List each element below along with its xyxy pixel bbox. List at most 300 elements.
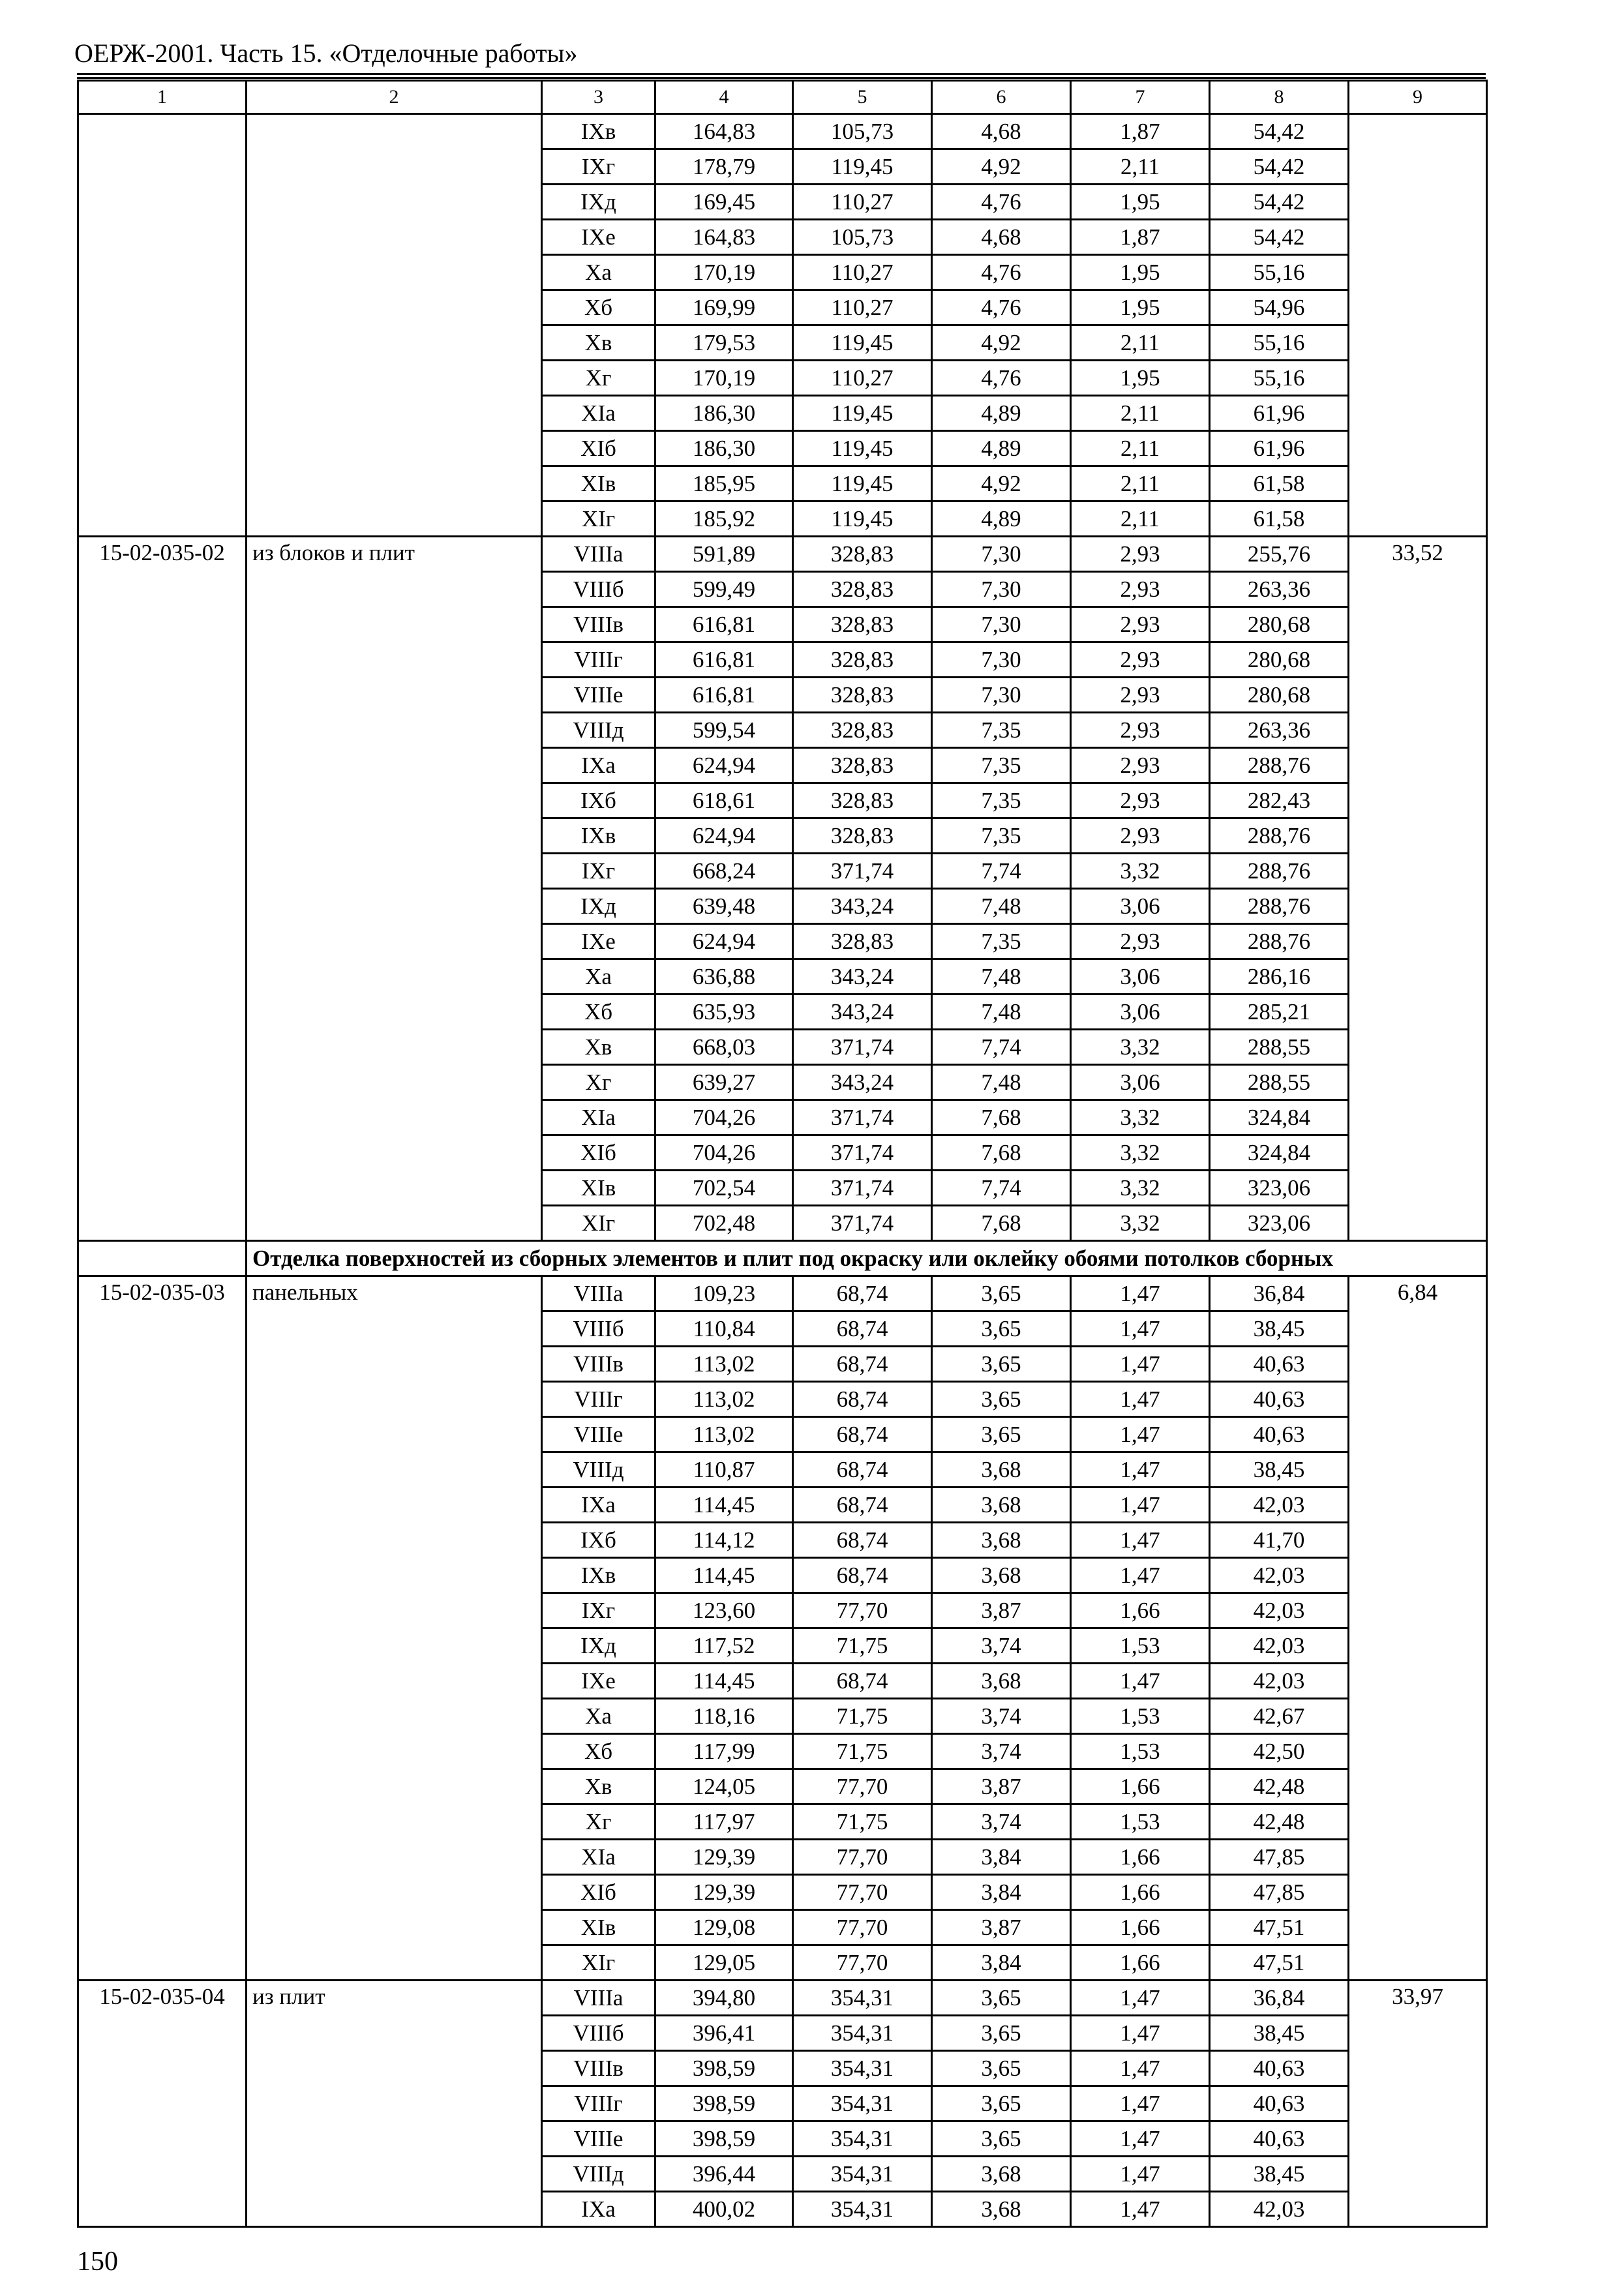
materials-cell: 288,76 xyxy=(1210,748,1349,783)
page-number: 150 xyxy=(77,2247,118,2277)
machines-cell: 7,48 xyxy=(932,1065,1071,1100)
table-row xyxy=(78,537,1487,572)
total-cost-cell: 169,99 xyxy=(655,290,793,325)
machines-cell: 7,30 xyxy=(932,642,1071,678)
total-cost-cell: 616,81 xyxy=(655,607,793,642)
zone-cell: Xа xyxy=(542,255,655,290)
wages-cell: 68,74 xyxy=(793,1452,932,1488)
zone-cell: VIIIе xyxy=(542,1417,655,1452)
materials-cell: 280,68 xyxy=(1210,678,1349,713)
norm-code-cell: 15-02-035-04 xyxy=(78,1981,247,2227)
materials-cell: 54,42 xyxy=(1210,220,1349,255)
materials-cell: 42,03 xyxy=(1210,2192,1349,2227)
zone-cell: Xб xyxy=(542,290,655,325)
machinists-wages-cell: 2,93 xyxy=(1071,748,1210,783)
machines-cell: 7,48 xyxy=(932,889,1071,924)
materials-cell: 42,03 xyxy=(1210,1628,1349,1664)
zone-cell: XIг xyxy=(542,501,655,537)
zone-cell: IXе xyxy=(542,924,655,959)
zone-cell: VIIIб xyxy=(542,2016,655,2051)
zone-cell: IXг xyxy=(542,854,655,889)
machinists-wages-cell: 2,93 xyxy=(1071,678,1210,713)
total-cost-cell: 186,30 xyxy=(655,396,793,431)
wages-cell: 354,31 xyxy=(793,2086,932,2121)
wages-cell: 328,83 xyxy=(793,818,932,854)
machines-cell: 7,68 xyxy=(932,1135,1071,1171)
wages-cell: 328,83 xyxy=(793,783,932,818)
machines-cell: 3,87 xyxy=(932,1769,1071,1804)
zone-cell: IXе xyxy=(542,1664,655,1699)
wages-cell: 354,31 xyxy=(793,1981,932,2016)
wages-cell: 77,70 xyxy=(793,1593,932,1628)
materials-cell: 280,68 xyxy=(1210,607,1349,642)
column-number: 8 xyxy=(1210,81,1349,114)
machines-cell: 3,65 xyxy=(932,2121,1071,2157)
column-number: 9 xyxy=(1349,81,1487,114)
materials-cell: 42,48 xyxy=(1210,1804,1349,1840)
total-cost-cell: 129,39 xyxy=(655,1840,793,1875)
wages-cell: 328,83 xyxy=(793,924,932,959)
total-cost-cell: 164,83 xyxy=(655,114,793,149)
machinists-wages-cell: 1,53 xyxy=(1071,1628,1210,1664)
materials-cell: 285,21 xyxy=(1210,995,1349,1030)
total-cost-cell: 398,59 xyxy=(655,2121,793,2157)
wages-cell: 328,83 xyxy=(793,642,932,678)
machinists-wages-cell: 2,93 xyxy=(1071,783,1210,818)
materials-cell: 55,16 xyxy=(1210,325,1349,361)
materials-cell: 54,42 xyxy=(1210,185,1349,220)
wages-cell: 77,70 xyxy=(793,1875,932,1910)
zone-cell: Xг xyxy=(542,361,655,396)
materials-cell: 40,63 xyxy=(1210,1382,1349,1417)
machinists-wages-cell: 1,47 xyxy=(1071,2016,1210,2051)
machines-cell: 7,68 xyxy=(932,1100,1071,1135)
wages-cell: 371,74 xyxy=(793,1206,932,1241)
zone-cell: XIв xyxy=(542,466,655,501)
machines-cell: 3,68 xyxy=(932,2192,1071,2227)
materials-cell: 61,58 xyxy=(1210,466,1349,501)
machinists-wages-cell: 1,47 xyxy=(1071,1488,1210,1523)
machinists-wages-cell: 2,93 xyxy=(1071,537,1210,572)
machines-cell: 7,30 xyxy=(932,678,1071,713)
machines-cell: 4,92 xyxy=(932,466,1071,501)
zone-cell: Xб xyxy=(542,995,655,1030)
column-number-row xyxy=(78,81,1487,114)
zone-cell: VIIIа xyxy=(542,1981,655,2016)
zone-cell: IXг xyxy=(542,1593,655,1628)
materials-cell: 61,96 xyxy=(1210,431,1349,466)
zone-cell: VIIIв xyxy=(542,607,655,642)
machines-cell: 3,65 xyxy=(932,1981,1071,2016)
zone-cell: VIIIб xyxy=(542,1311,655,1347)
zone-cell: VIIIе xyxy=(542,2121,655,2157)
machines-cell: 4,92 xyxy=(932,325,1071,361)
wages-cell: 328,83 xyxy=(793,572,932,607)
total-cost-cell: 624,94 xyxy=(655,748,793,783)
total-cost-cell: 668,03 xyxy=(655,1030,793,1065)
machines-cell: 3,65 xyxy=(932,1417,1071,1452)
zone-cell: Xг xyxy=(542,1065,655,1100)
zone-cell: VIIIе xyxy=(542,678,655,713)
machinists-wages-cell: 2,93 xyxy=(1071,607,1210,642)
machinists-wages-cell: 2,93 xyxy=(1071,642,1210,678)
zone-cell: IXв xyxy=(542,1558,655,1593)
wages-cell: 77,70 xyxy=(793,1769,932,1804)
total-cost-cell: 618,61 xyxy=(655,783,793,818)
zone-cell: XIа xyxy=(542,1100,655,1135)
machines-cell: 4,68 xyxy=(932,220,1071,255)
wages-cell: 354,31 xyxy=(793,2157,932,2192)
materials-cell: 38,45 xyxy=(1210,1452,1349,1488)
materials-cell: 42,67 xyxy=(1210,1699,1349,1734)
wages-cell: 371,74 xyxy=(793,854,932,889)
zone-cell: IXа xyxy=(542,2192,655,2227)
zone-cell: VIIIа xyxy=(542,1276,655,1311)
machinists-wages-cell: 2,11 xyxy=(1071,466,1210,501)
total-cost-cell: 591,89 xyxy=(655,537,793,572)
total-cost-cell: 599,49 xyxy=(655,572,793,607)
machines-cell: 7,30 xyxy=(932,572,1071,607)
labor-cell: 6,84 xyxy=(1349,1276,1487,1981)
total-cost-cell: 398,59 xyxy=(655,2086,793,2121)
total-cost-cell: 186,30 xyxy=(655,431,793,466)
zone-cell: XIв xyxy=(542,1910,655,1945)
machinists-wages-cell: 1,47 xyxy=(1071,2086,1210,2121)
wages-cell: 354,31 xyxy=(793,2016,932,2051)
zone-cell: VIIIб xyxy=(542,572,655,607)
materials-cell: 280,68 xyxy=(1210,642,1349,678)
machinists-wages-cell: 1,47 xyxy=(1071,1558,1210,1593)
labor-cell: 33,97 xyxy=(1349,1981,1487,2227)
machinists-wages-cell: 3,06 xyxy=(1071,1065,1210,1100)
total-cost-cell: 178,79 xyxy=(655,149,793,185)
header-rule xyxy=(77,73,1486,75)
materials-cell: 38,45 xyxy=(1210,2016,1349,2051)
zone-cell: XIб xyxy=(542,1135,655,1171)
total-cost-cell: 616,81 xyxy=(655,678,793,713)
machines-cell: 3,65 xyxy=(932,2016,1071,2051)
machines-cell: 3,74 xyxy=(932,1804,1071,1840)
machines-cell: 7,74 xyxy=(932,1030,1071,1065)
total-cost-cell: 110,84 xyxy=(655,1311,793,1347)
norm-code-cell: 15-02-035-03 xyxy=(78,1276,247,1981)
machines-cell: 4,76 xyxy=(932,255,1071,290)
total-cost-cell: 170,19 xyxy=(655,255,793,290)
machines-cell: 4,89 xyxy=(932,501,1071,537)
machines-cell: 4,92 xyxy=(932,149,1071,185)
machines-cell: 7,48 xyxy=(932,995,1071,1030)
materials-cell: 55,16 xyxy=(1210,255,1349,290)
machinists-wages-cell: 3,32 xyxy=(1071,1171,1210,1206)
machinists-wages-cell: 2,11 xyxy=(1071,501,1210,537)
zone-cell: Xв xyxy=(542,1769,655,1804)
materials-cell: 47,51 xyxy=(1210,1945,1349,1981)
materials-cell: 42,03 xyxy=(1210,1558,1349,1593)
machines-cell: 7,35 xyxy=(932,818,1071,854)
total-cost-cell: 114,45 xyxy=(655,1558,793,1593)
wages-cell: 71,75 xyxy=(793,1734,932,1769)
machinists-wages-cell: 2,11 xyxy=(1071,325,1210,361)
materials-cell: 38,45 xyxy=(1210,1311,1349,1347)
zone-cell: Xб xyxy=(542,1734,655,1769)
wages-cell: 354,31 xyxy=(793,2051,932,2086)
machines-cell: 3,68 xyxy=(932,1488,1071,1523)
machinists-wages-cell: 1,66 xyxy=(1071,1910,1210,1945)
column-number: 7 xyxy=(1071,81,1210,114)
materials-cell: 288,76 xyxy=(1210,924,1349,959)
total-cost-cell: 170,19 xyxy=(655,361,793,396)
machines-cell: 3,65 xyxy=(932,2051,1071,2086)
machinists-wages-cell: 1,95 xyxy=(1071,361,1210,396)
wages-cell: 371,74 xyxy=(793,1135,932,1171)
materials-cell: 54,42 xyxy=(1210,149,1349,185)
wages-cell: 119,45 xyxy=(793,325,932,361)
machinists-wages-cell: 1,95 xyxy=(1071,255,1210,290)
total-cost-cell: 704,26 xyxy=(655,1100,793,1135)
machines-cell: 3,74 xyxy=(932,1699,1071,1734)
total-cost-cell: 113,02 xyxy=(655,1417,793,1452)
section-title: Отделка поверхностей из сборных элементов и плит под окраску или оклейку обоями потолков сборных xyxy=(247,1241,1487,1276)
norm-code-cell: 15-02-035-02 xyxy=(78,537,247,1241)
wages-cell: 68,74 xyxy=(793,1382,932,1417)
wages-cell: 77,70 xyxy=(793,1945,932,1981)
zone-cell: Xв xyxy=(542,1030,655,1065)
materials-cell: 255,76 xyxy=(1210,537,1349,572)
machinists-wages-cell: 1,53 xyxy=(1071,1734,1210,1769)
machinists-wages-cell: 1,47 xyxy=(1071,1347,1210,1382)
materials-cell: 42,03 xyxy=(1210,1593,1349,1628)
materials-cell: 323,06 xyxy=(1210,1206,1349,1241)
machinists-wages-cell: 1,47 xyxy=(1071,1382,1210,1417)
total-cost-cell: 114,45 xyxy=(655,1664,793,1699)
machinists-wages-cell: 1,47 xyxy=(1071,2192,1210,2227)
machinists-wages-cell: 1,66 xyxy=(1071,1945,1210,1981)
zone-cell: VIIIд xyxy=(542,2157,655,2192)
total-cost-cell: 110,87 xyxy=(655,1452,793,1488)
machinists-wages-cell: 2,93 xyxy=(1071,572,1210,607)
materials-cell: 42,03 xyxy=(1210,1664,1349,1699)
materials-cell: 323,06 xyxy=(1210,1171,1349,1206)
machines-cell: 7,30 xyxy=(932,607,1071,642)
machinists-wages-cell: 1,87 xyxy=(1071,220,1210,255)
column-number: 3 xyxy=(542,81,655,114)
wages-cell: 328,83 xyxy=(793,678,932,713)
total-cost-cell: 185,95 xyxy=(655,466,793,501)
zone-cell: IXд xyxy=(542,889,655,924)
total-cost-cell: 114,45 xyxy=(655,1488,793,1523)
column-number: 6 xyxy=(932,81,1071,114)
zone-cell: XIг xyxy=(542,1206,655,1241)
zone-cell: VIIIв xyxy=(542,1347,655,1382)
total-cost-cell: 123,60 xyxy=(655,1593,793,1628)
materials-cell: 54,42 xyxy=(1210,114,1349,149)
machines-cell: 3,68 xyxy=(932,1558,1071,1593)
materials-cell: 38,45 xyxy=(1210,2157,1349,2192)
machinists-wages-cell: 1,66 xyxy=(1071,1875,1210,1910)
total-cost-cell: 117,52 xyxy=(655,1628,793,1664)
materials-cell: 263,36 xyxy=(1210,713,1349,748)
wages-cell: 110,27 xyxy=(793,361,932,396)
machinists-wages-cell: 1,47 xyxy=(1071,1523,1210,1558)
wages-cell: 68,74 xyxy=(793,1523,932,1558)
materials-cell: 40,63 xyxy=(1210,1417,1349,1452)
total-cost-cell: 394,80 xyxy=(655,1981,793,2016)
machines-cell: 4,89 xyxy=(932,431,1071,466)
wages-cell: 343,24 xyxy=(793,889,932,924)
machinists-wages-cell: 1,47 xyxy=(1071,2051,1210,2086)
zone-cell: Xв xyxy=(542,325,655,361)
wages-cell: 105,73 xyxy=(793,114,932,149)
total-cost-cell: 179,53 xyxy=(655,325,793,361)
materials-cell: 42,03 xyxy=(1210,1488,1349,1523)
work-description-cell: панельных xyxy=(247,1276,542,1981)
total-cost-cell: 668,24 xyxy=(655,854,793,889)
total-cost-cell: 636,88 xyxy=(655,959,793,995)
materials-cell: 40,63 xyxy=(1210,2121,1349,2157)
wages-cell: 77,70 xyxy=(793,1910,932,1945)
materials-cell: 36,84 xyxy=(1210,1981,1349,2016)
machinists-wages-cell: 1,66 xyxy=(1071,1769,1210,1804)
machines-cell: 7,68 xyxy=(932,1206,1071,1241)
zone-cell: IXб xyxy=(542,783,655,818)
total-cost-cell: 129,05 xyxy=(655,1945,793,1981)
wages-cell: 371,74 xyxy=(793,1171,932,1206)
machinists-wages-cell: 2,93 xyxy=(1071,924,1210,959)
materials-cell: 55,16 xyxy=(1210,361,1349,396)
total-cost-cell: 118,16 xyxy=(655,1699,793,1734)
total-cost-cell: 113,02 xyxy=(655,1347,793,1382)
machinists-wages-cell: 2,11 xyxy=(1071,431,1210,466)
machinists-wages-cell: 1,47 xyxy=(1071,1664,1210,1699)
norm-code-cell xyxy=(78,114,247,537)
machinists-wages-cell: 1,47 xyxy=(1071,1981,1210,2016)
machines-cell: 3,65 xyxy=(932,1382,1071,1417)
wages-cell: 354,31 xyxy=(793,2192,932,2227)
machinists-wages-cell: 1,66 xyxy=(1071,1593,1210,1628)
machines-cell: 7,48 xyxy=(932,959,1071,995)
machines-cell: 7,35 xyxy=(932,924,1071,959)
wages-cell: 68,74 xyxy=(793,1664,932,1699)
zone-cell: XIа xyxy=(542,1840,655,1875)
wages-cell: 110,27 xyxy=(793,185,932,220)
column-number: 5 xyxy=(793,81,932,114)
total-cost-cell: 702,48 xyxy=(655,1206,793,1241)
machines-cell: 3,68 xyxy=(932,2157,1071,2192)
machinists-wages-cell: 3,32 xyxy=(1071,1206,1210,1241)
zone-cell: Xа xyxy=(542,1699,655,1734)
column-number: 4 xyxy=(655,81,793,114)
empty-cell xyxy=(78,1241,247,1276)
machines-cell: 7,35 xyxy=(932,748,1071,783)
machinists-wages-cell: 1,47 xyxy=(1071,1311,1210,1347)
zone-cell: IXг xyxy=(542,149,655,185)
wages-cell: 110,27 xyxy=(793,290,932,325)
machines-cell: 4,76 xyxy=(932,185,1071,220)
wages-cell: 71,75 xyxy=(793,1628,932,1664)
total-cost-cell: 117,99 xyxy=(655,1734,793,1769)
materials-cell: 324,84 xyxy=(1210,1100,1349,1135)
wages-cell: 328,83 xyxy=(793,748,932,783)
zone-cell: IXд xyxy=(542,185,655,220)
machinists-wages-cell: 1,87 xyxy=(1071,114,1210,149)
wages-cell: 119,45 xyxy=(793,466,932,501)
machinists-wages-cell: 3,06 xyxy=(1071,889,1210,924)
column-number: 2 xyxy=(247,81,542,114)
total-cost-cell: 117,97 xyxy=(655,1804,793,1840)
work-description-cell xyxy=(247,114,542,537)
machines-cell: 4,76 xyxy=(932,361,1071,396)
wages-cell: 68,74 xyxy=(793,1311,932,1347)
machines-cell: 3,68 xyxy=(932,1523,1071,1558)
machinists-wages-cell: 1,53 xyxy=(1071,1804,1210,1840)
materials-cell: 47,51 xyxy=(1210,1910,1349,1945)
zone-cell: VIIIг xyxy=(542,642,655,678)
machinists-wages-cell: 1,47 xyxy=(1071,1417,1210,1452)
total-cost-cell: 639,48 xyxy=(655,889,793,924)
total-cost-cell: 635,93 xyxy=(655,995,793,1030)
machines-cell: 3,84 xyxy=(932,1945,1071,1981)
machinists-wages-cell: 1,66 xyxy=(1071,1840,1210,1875)
machines-cell: 3,65 xyxy=(932,1276,1071,1311)
wages-cell: 328,83 xyxy=(793,537,932,572)
materials-cell: 36,84 xyxy=(1210,1276,1349,1311)
wages-cell: 328,83 xyxy=(793,607,932,642)
machines-cell: 3,84 xyxy=(932,1875,1071,1910)
machinists-wages-cell: 1,53 xyxy=(1071,1699,1210,1734)
wages-cell: 343,24 xyxy=(793,959,932,995)
machines-cell: 7,74 xyxy=(932,854,1071,889)
machinists-wages-cell: 1,47 xyxy=(1071,2121,1210,2157)
zone-cell: VIIIг xyxy=(542,1382,655,1417)
total-cost-cell: 599,54 xyxy=(655,713,793,748)
materials-cell: 263,36 xyxy=(1210,572,1349,607)
wages-cell: 343,24 xyxy=(793,995,932,1030)
materials-cell: 61,58 xyxy=(1210,501,1349,537)
materials-cell: 47,85 xyxy=(1210,1875,1349,1910)
wages-cell: 119,45 xyxy=(793,149,932,185)
machines-cell: 4,89 xyxy=(932,396,1071,431)
machinists-wages-cell: 2,11 xyxy=(1071,149,1210,185)
zone-cell: IXд xyxy=(542,1628,655,1664)
materials-cell: 288,55 xyxy=(1210,1030,1349,1065)
total-cost-cell: 124,05 xyxy=(655,1769,793,1804)
machines-cell: 7,30 xyxy=(932,537,1071,572)
wages-cell: 119,45 xyxy=(793,396,932,431)
labor-cell: 33,52 xyxy=(1349,537,1487,1241)
machines-cell: 3,65 xyxy=(932,1347,1071,1382)
zone-cell: VIIIд xyxy=(542,1452,655,1488)
machinists-wages-cell: 1,47 xyxy=(1071,1452,1210,1488)
materials-cell: 42,48 xyxy=(1210,1769,1349,1804)
zone-cell: Xг xyxy=(542,1804,655,1840)
total-cost-cell: 113,02 xyxy=(655,1382,793,1417)
rates-table xyxy=(77,80,1488,2228)
wages-cell: 71,75 xyxy=(793,1804,932,1840)
zone-cell: VIIIг xyxy=(542,2086,655,2121)
machines-cell: 7,35 xyxy=(932,713,1071,748)
machinists-wages-cell: 3,06 xyxy=(1071,995,1210,1030)
zone-cell: XIб xyxy=(542,431,655,466)
section-row xyxy=(78,1241,1487,1276)
machinists-wages-cell: 1,47 xyxy=(1071,1276,1210,1311)
machines-cell: 7,74 xyxy=(932,1171,1071,1206)
total-cost-cell: 702,54 xyxy=(655,1171,793,1206)
zone-cell: IXа xyxy=(542,1488,655,1523)
wages-cell: 343,24 xyxy=(793,1065,932,1100)
zone-cell: IXв xyxy=(542,818,655,854)
materials-cell: 324,84 xyxy=(1210,1135,1349,1171)
total-cost-cell: 114,12 xyxy=(655,1523,793,1558)
